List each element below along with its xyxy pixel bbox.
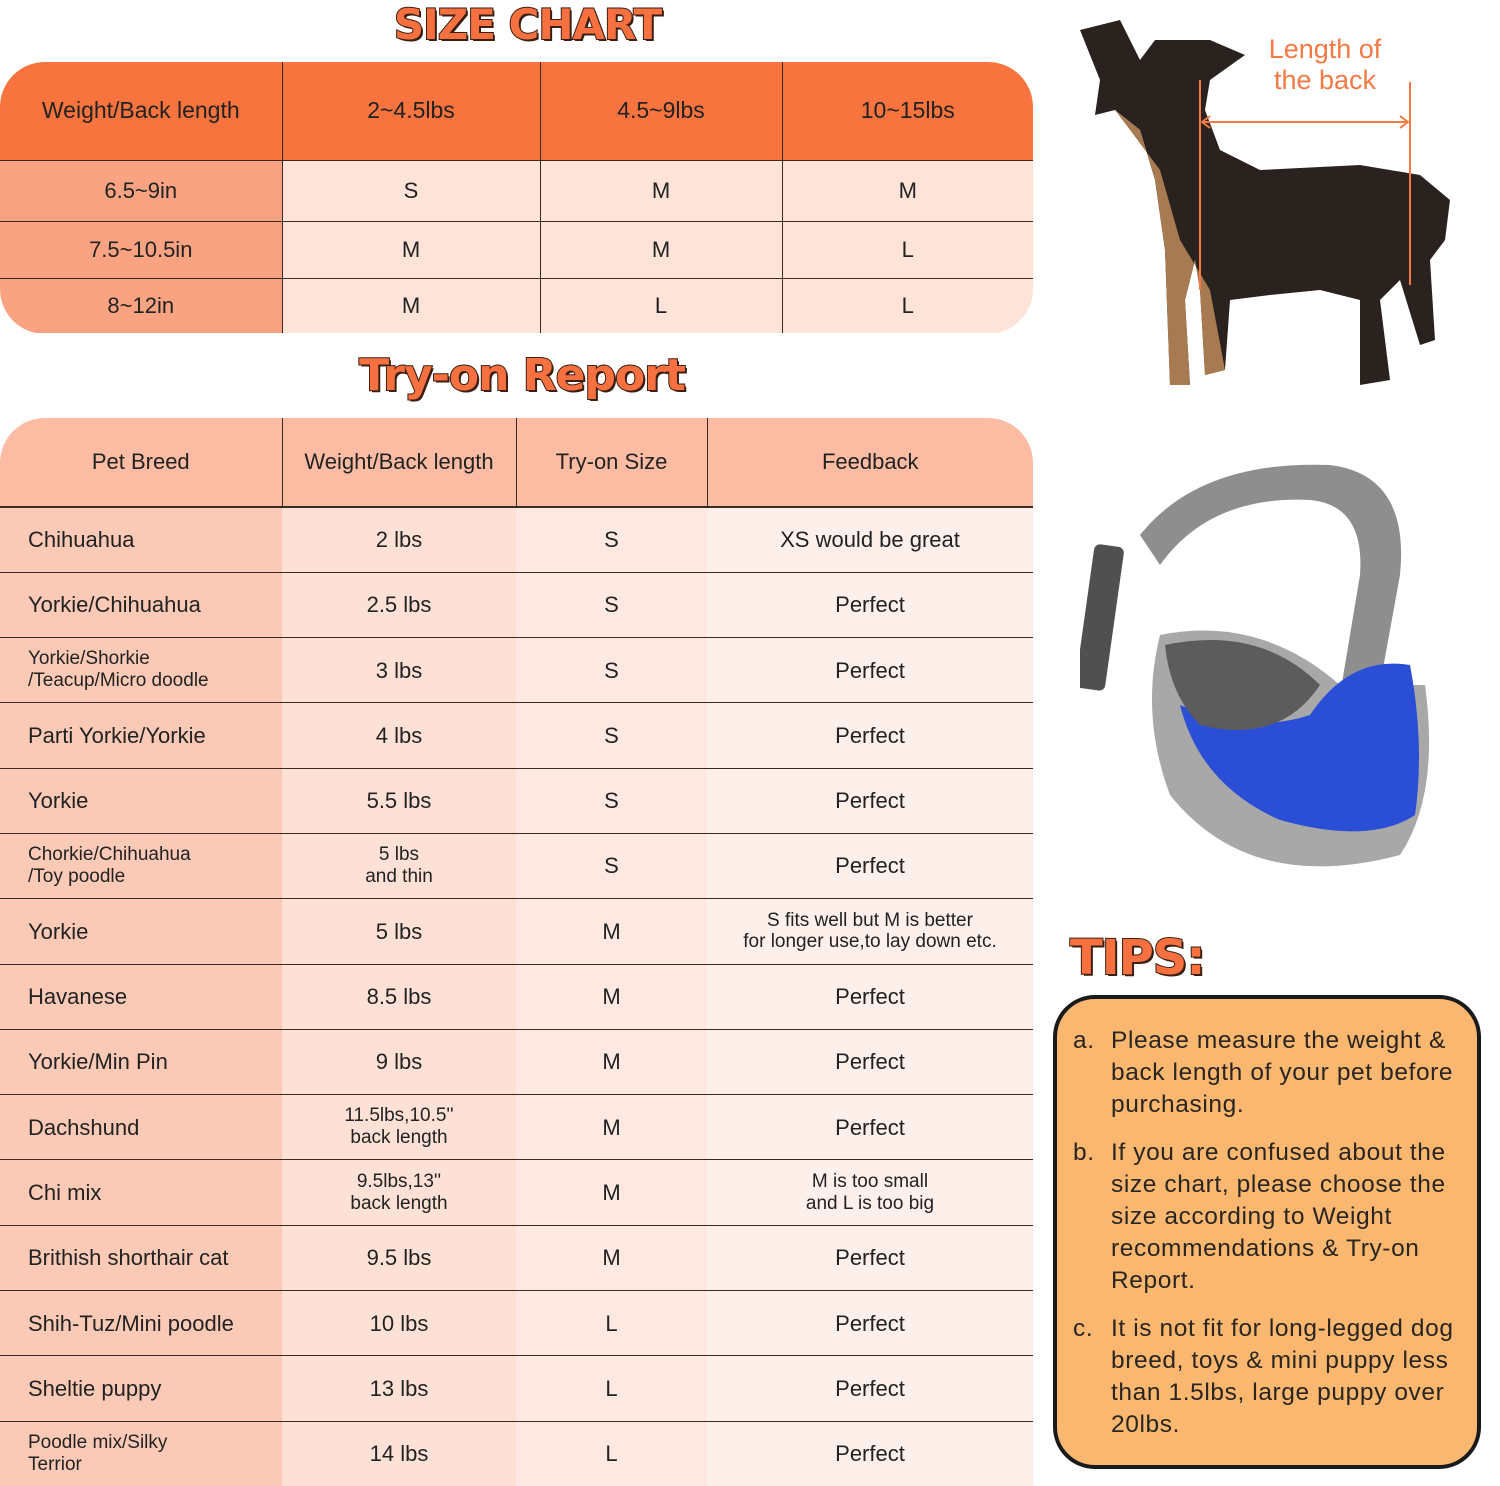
tips-box: [1053, 995, 1481, 1469]
weight-cell: 4 lbs: [282, 703, 516, 768]
header-cell: 2~4.5lbs: [282, 62, 540, 160]
back-length-cell: 8~12in: [0, 278, 282, 333]
breed-cell: Yorkie/Chihuahua: [0, 572, 282, 637]
size-cell: M: [516, 1160, 707, 1225]
size-cell: L: [516, 1291, 707, 1356]
size-chart-row: [0, 160, 1033, 221]
try-on-table: [0, 418, 1033, 1486]
try-on-row: [0, 1225, 1033, 1290]
feedback-cell: M is too small and L is too big: [707, 1160, 1033, 1225]
size-cell: S: [516, 638, 707, 703]
size-cell: M: [282, 278, 540, 333]
try-on-row: [0, 768, 1033, 833]
back-length-label-text: Length of the back: [1268, 34, 1382, 96]
weight-cell: 2.5 lbs: [282, 572, 516, 637]
try-on-row: [0, 1029, 1033, 1094]
weight-cell: 11.5lbs,10.5'' back length: [282, 1095, 516, 1160]
weight-cell: 2 lbs: [282, 507, 516, 572]
weight-cell: 9.5lbs,13'' back length: [282, 1160, 516, 1225]
size-chart-title: SIZE CHART: [393, 0, 662, 49]
breed-cell: Sheltie puppy: [0, 1356, 282, 1421]
header-cell: Weight/Back length: [282, 418, 516, 507]
try-on-row: [0, 1095, 1033, 1160]
size-cell: S: [516, 768, 707, 833]
size-chart-row: [0, 278, 1033, 333]
breed-cell: Yorkie: [0, 768, 282, 833]
weight-cell: 5.5 lbs: [282, 768, 516, 833]
feedback-cell: Perfect: [707, 1029, 1033, 1094]
size-cell: S: [516, 572, 707, 637]
tip-letter: a.: [1073, 1027, 1095, 1054]
size-cell: M: [516, 1095, 707, 1160]
weight-cell: 5 lbs and thin: [282, 833, 516, 898]
weight-cell: 5 lbs: [282, 899, 516, 964]
tip-text: Please measure the weight & back length of your pet before purchasing.: [1111, 1027, 1454, 1118]
feedback-cell: Perfect: [707, 638, 1033, 703]
breed-cell: Brithish shorthair cat: [0, 1225, 282, 1290]
try-on-header: [0, 418, 1033, 507]
tip-text: If you are confused about the size chart, please choose the size according to Weight recommendations & Try-on Report.: [1111, 1139, 1446, 1294]
tip-item: [1073, 1025, 1463, 1121]
tip-item: [1073, 1313, 1463, 1441]
feedback-cell: Perfect: [707, 964, 1033, 1029]
tip-letter: b.: [1073, 1139, 1095, 1166]
try-on-row: [0, 638, 1033, 703]
size-cell: M: [516, 1029, 707, 1094]
tip-text: It is not fit for long-legged dog breed, toys & mini puppy less than 1.5lbs, large puppy over 20lbs.: [1111, 1315, 1454, 1438]
breed-cell: Havanese: [0, 964, 282, 1029]
try-on-row: [0, 833, 1033, 898]
back-length-label: [1250, 34, 1400, 96]
try-on-row: [0, 1291, 1033, 1356]
breed-cell: Yorkie/Min Pin: [0, 1029, 282, 1094]
size-chart-table: [0, 62, 1033, 334]
size-chart-header: [0, 62, 1033, 160]
weight-cell: 10 lbs: [282, 1291, 516, 1356]
breed-cell: Chi mix: [0, 1160, 282, 1225]
back-length-cell: 6.5~9in: [0, 160, 282, 221]
try-on-row: [0, 964, 1033, 1029]
header-cell: Try-on Size: [516, 418, 707, 507]
size-cell: M: [516, 964, 707, 1029]
size-cell: S: [282, 160, 540, 221]
pet-sling-bag-image: [1080, 455, 1440, 885]
header-cell: Feedback: [707, 418, 1033, 507]
size-cell: L: [782, 221, 1033, 278]
weight-cell: 8.5 lbs: [282, 964, 516, 1029]
size-cell: L: [516, 1421, 707, 1486]
header-cell: 10~15lbs: [782, 62, 1033, 160]
size-cell: L: [540, 278, 782, 333]
weight-cell: 9 lbs: [282, 1029, 516, 1094]
feedback-cell: S fits well but M is better for longer use,to lay down etc.: [707, 899, 1033, 964]
weight-cell: 14 lbs: [282, 1421, 516, 1486]
size-cell: S: [516, 507, 707, 572]
breed-cell: Chorkie/Chihuahua /Toy poodle: [0, 833, 282, 898]
feedback-cell: Perfect: [707, 1291, 1033, 1356]
feedback-cell: Perfect: [707, 1356, 1033, 1421]
header-cell: Weight/Back length: [0, 62, 282, 160]
breed-cell: Yorkie: [0, 899, 282, 964]
weight-cell: 3 lbs: [282, 638, 516, 703]
breed-cell: Shih-Tuz/Mini poodle: [0, 1291, 282, 1356]
size-cell: L: [782, 278, 1033, 333]
size-cell: M: [516, 1225, 707, 1290]
try-on-row: [0, 507, 1033, 572]
feedback-cell: Perfect: [707, 768, 1033, 833]
breed-cell: Dachshund: [0, 1095, 282, 1160]
size-cell: M: [516, 899, 707, 964]
size-cell: S: [516, 833, 707, 898]
breed-cell: Chihuahua: [0, 507, 282, 572]
feedback-cell: Perfect: [707, 1421, 1033, 1486]
feedback-cell: Perfect: [707, 833, 1033, 898]
tip-letter: c.: [1073, 1315, 1094, 1342]
feedback-cell: Perfect: [707, 703, 1033, 768]
size-cell: S: [516, 703, 707, 768]
breed-cell: Poodle mix/Silky Terrior: [0, 1421, 282, 1486]
size-cell: M: [540, 221, 782, 278]
weight-cell: 13 lbs: [282, 1356, 516, 1421]
try-on-row: [0, 1421, 1033, 1486]
try-on-row: [0, 572, 1033, 637]
breed-cell: Parti Yorkie/Yorkie: [0, 703, 282, 768]
header-cell: Pet Breed: [0, 418, 282, 507]
try-on-row: [0, 703, 1033, 768]
feedback-cell: Perfect: [707, 572, 1033, 637]
feedback-cell: Perfect: [707, 1225, 1033, 1290]
tip-item: [1073, 1137, 1463, 1297]
try-on-row: [0, 1356, 1033, 1421]
size-cell: M: [282, 221, 540, 278]
tips-title: TIPS:: [1070, 930, 1205, 986]
try-on-row: [0, 899, 1033, 964]
breed-cell: Yorkie/Shorkie /Teacup/Micro doodle: [0, 638, 282, 703]
size-chart-row: [0, 221, 1033, 278]
size-cell: M: [540, 160, 782, 221]
feedback-cell: Perfect: [707, 1095, 1033, 1160]
back-length-cell: 7.5~10.5in: [0, 221, 282, 278]
weight-cell: 9.5 lbs: [282, 1225, 516, 1290]
try-on-row: [0, 1160, 1033, 1225]
feedback-cell: XS would be great: [707, 507, 1033, 572]
try-on-report-title: Try-on Report: [359, 350, 685, 401]
size-cell: L: [516, 1356, 707, 1421]
size-cell: M: [782, 160, 1033, 221]
header-cell: 4.5~9lbs: [540, 62, 782, 160]
